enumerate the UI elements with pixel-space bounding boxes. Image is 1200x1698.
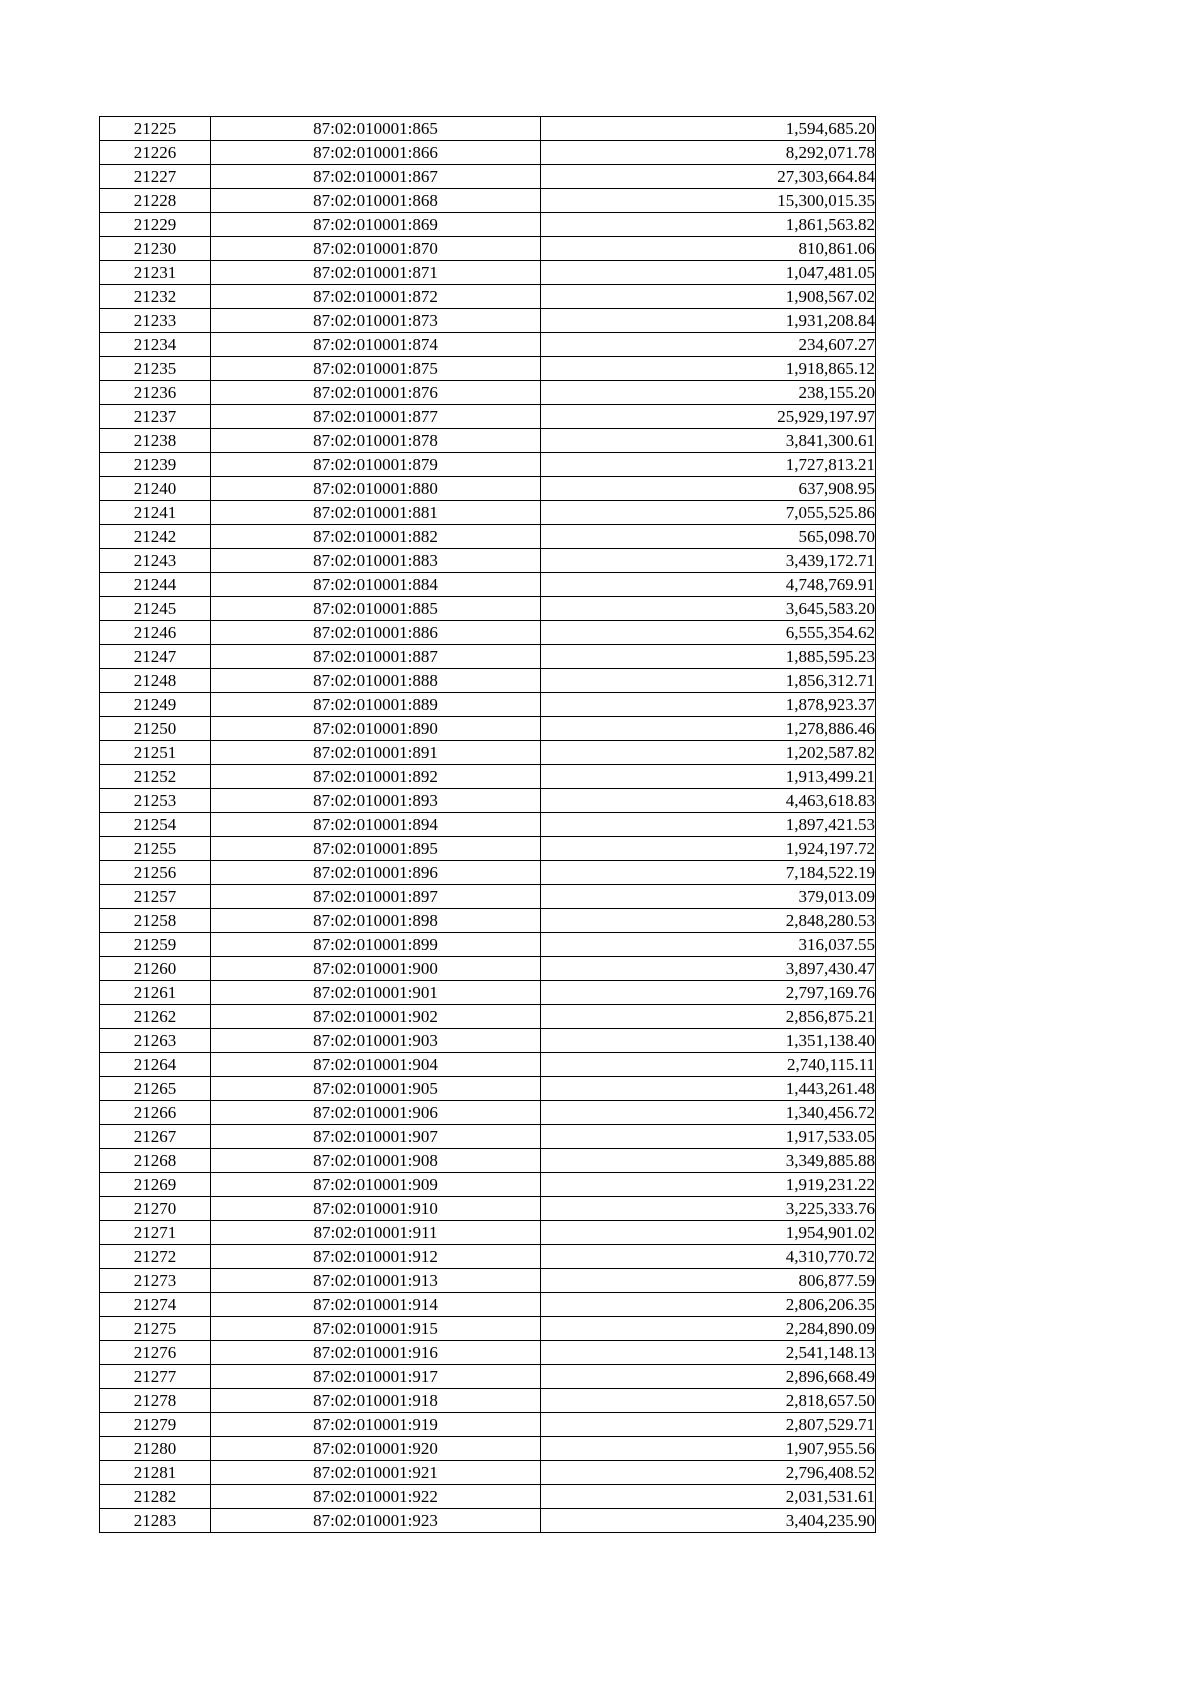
table-row [100,1389,876,1413]
row-number-cell: 21241 [100,501,211,525]
value-cell: 8,292,071.78 [541,141,876,165]
value-cell: 2,896,668.49 [541,1365,876,1389]
cadastral-number-cell: 87:02:010001:885 [211,597,541,621]
value-cell: 2,740,115.11 [541,1053,876,1077]
cadastral-number-cell: 87:02:010001:921 [211,1461,541,1485]
row-number-cell: 21238 [100,429,211,453]
cadastral-number-cell: 87:02:010001:893 [211,789,541,813]
table-row [100,1485,876,1509]
value-cell: 2,541,148.13 [541,1341,876,1365]
row-number-cell: 21276 [100,1341,211,1365]
value-cell: 1,885,595.23 [541,645,876,669]
cadastral-number-cell: 87:02:010001:879 [211,453,541,477]
table-row [100,1461,876,1485]
table-row [100,1149,876,1173]
table-row [100,741,876,765]
row-number-cell: 21278 [100,1389,211,1413]
cadastral-number-cell: 87:02:010001:880 [211,477,541,501]
table-row [100,1197,876,1221]
row-number-cell: 21270 [100,1197,211,1221]
cadastral-number-cell: 87:02:010001:907 [211,1125,541,1149]
row-number-cell: 21228 [100,189,211,213]
table-row [100,453,876,477]
row-number-cell: 21257 [100,885,211,909]
cadastral-number-cell: 87:02:010001:898 [211,909,541,933]
row-number-cell: 21271 [100,1221,211,1245]
value-cell: 2,797,169.76 [541,981,876,1005]
cadastral-number-cell: 87:02:010001:915 [211,1317,541,1341]
cadastral-number-cell: 87:02:010001:920 [211,1437,541,1461]
table-row [100,525,876,549]
row-number-cell: 21227 [100,165,211,189]
table-row [100,261,876,285]
row-number-cell: 21267 [100,1125,211,1149]
cadastral-number-cell: 87:02:010001:865 [211,117,541,141]
value-cell: 1,907,955.56 [541,1437,876,1461]
table-row [100,1221,876,1245]
table-row [100,237,876,261]
table-row [100,165,876,189]
row-number-cell: 21250 [100,717,211,741]
cadastral-number-cell: 87:02:010001:904 [211,1053,541,1077]
row-number-cell: 21256 [100,861,211,885]
cadastral-number-cell: 87:02:010001:877 [211,405,541,429]
value-cell: 2,818,657.50 [541,1389,876,1413]
value-cell: 4,748,769.91 [541,573,876,597]
table-row [100,1269,876,1293]
table-row [100,501,876,525]
value-cell: 316,037.55 [541,933,876,957]
row-number-cell: 21249 [100,693,211,717]
value-cell: 1,931,208.84 [541,309,876,333]
row-number-cell: 21252 [100,765,211,789]
row-number-cell: 21243 [100,549,211,573]
value-cell: 15,300,015.35 [541,189,876,213]
cadastral-number-cell: 87:02:010001:905 [211,1077,541,1101]
table-row [100,285,876,309]
cadastral-number-cell: 87:02:010001:923 [211,1509,541,1533]
table-row [100,933,876,957]
row-number-cell: 21259 [100,933,211,957]
value-cell: 1,917,533.05 [541,1125,876,1149]
cadastral-number-cell: 87:02:010001:901 [211,981,541,1005]
row-number-cell: 21237 [100,405,211,429]
cadastral-number-cell: 87:02:010001:906 [211,1101,541,1125]
table-row [100,1413,876,1437]
value-cell: 27,303,664.84 [541,165,876,189]
value-cell: 4,310,770.72 [541,1245,876,1269]
table-row [100,1005,876,1029]
cadastral-number-cell: 87:02:010001:878 [211,429,541,453]
table-row [100,1101,876,1125]
table-row [100,981,876,1005]
value-cell: 2,848,280.53 [541,909,876,933]
cadastral-number-cell: 87:02:010001:868 [211,189,541,213]
table-row [100,1341,876,1365]
value-cell: 1,278,886.46 [541,717,876,741]
table-row [100,1509,876,1533]
cadastral-number-cell: 87:02:010001:903 [211,1029,541,1053]
table-row [100,381,876,405]
row-number-cell: 21244 [100,573,211,597]
row-number-cell: 21283 [100,1509,211,1533]
row-number-cell: 21236 [100,381,211,405]
value-cell: 637,908.95 [541,477,876,501]
table-row [100,405,876,429]
row-number-cell: 21277 [100,1365,211,1389]
table-row [100,573,876,597]
cadastral-number-cell: 87:02:010001:913 [211,1269,541,1293]
cadastral-number-cell: 87:02:010001:892 [211,765,541,789]
cadastral-number-cell: 87:02:010001:902 [211,1005,541,1029]
cadastral-number-cell: 87:02:010001:871 [211,261,541,285]
value-cell: 2,031,531.61 [541,1485,876,1509]
table-row [100,1437,876,1461]
row-number-cell: 21274 [100,1293,211,1317]
value-cell: 3,439,172.71 [541,549,876,573]
value-cell: 806,877.59 [541,1269,876,1293]
row-number-cell: 21279 [100,1413,211,1437]
cadastral-number-cell: 87:02:010001:919 [211,1413,541,1437]
row-number-cell: 21265 [100,1077,211,1101]
cadastral-number-cell: 87:02:010001:887 [211,645,541,669]
row-number-cell: 21253 [100,789,211,813]
value-cell: 379,013.09 [541,885,876,909]
row-number-cell: 21282 [100,1485,211,1509]
table-body [100,117,876,1533]
table-row [100,477,876,501]
cadastral-number-cell: 87:02:010001:870 [211,237,541,261]
value-cell: 565,098.70 [541,525,876,549]
value-cell: 3,645,583.20 [541,597,876,621]
value-cell: 1,924,197.72 [541,837,876,861]
value-cell: 3,404,235.90 [541,1509,876,1533]
value-cell: 1,727,813.21 [541,453,876,477]
value-cell: 1,908,567.02 [541,285,876,309]
cadastral-number-cell: 87:02:010001:917 [211,1365,541,1389]
row-number-cell: 21261 [100,981,211,1005]
row-number-cell: 21280 [100,1437,211,1461]
value-cell: 1,954,901.02 [541,1221,876,1245]
row-number-cell: 21232 [100,285,211,309]
row-number-cell: 21247 [100,645,211,669]
cadastral-number-cell: 87:02:010001:866 [211,141,541,165]
table-row [100,1053,876,1077]
row-number-cell: 21260 [100,957,211,981]
value-cell: 1,047,481.05 [541,261,876,285]
row-number-cell: 21233 [100,309,211,333]
table-row [100,429,876,453]
table-row [100,213,876,237]
row-number-cell: 21230 [100,237,211,261]
cadastral-number-cell: 87:02:010001:918 [211,1389,541,1413]
table-row [100,549,876,573]
value-cell: 7,184,522.19 [541,861,876,885]
row-number-cell: 21234 [100,333,211,357]
value-cell: 1,913,499.21 [541,765,876,789]
cadastral-number-cell: 87:02:010001:872 [211,285,541,309]
cadastral-number-cell: 87:02:010001:899 [211,933,541,957]
cadastral-number-cell: 87:02:010001:888 [211,669,541,693]
table-row [100,861,876,885]
cadastral-number-cell: 87:02:010001:884 [211,573,541,597]
value-cell: 1,594,685.20 [541,117,876,141]
table-row [100,1125,876,1149]
value-cell: 2,796,408.52 [541,1461,876,1485]
table-row [100,885,876,909]
row-number-cell: 21231 [100,261,211,285]
cadastral-number-cell: 87:02:010001:916 [211,1341,541,1365]
value-cell: 1,340,456.72 [541,1101,876,1125]
cadastral-number-cell: 87:02:010001:869 [211,213,541,237]
table-row [100,333,876,357]
cadastral-number-cell: 87:02:010001:911 [211,1221,541,1245]
row-number-cell: 21225 [100,117,211,141]
row-number-cell: 21226 [100,141,211,165]
value-cell: 1,878,923.37 [541,693,876,717]
value-cell: 3,841,300.61 [541,429,876,453]
row-number-cell: 21272 [100,1245,211,1269]
cadastral-number-cell: 87:02:010001:874 [211,333,541,357]
data-table [99,116,876,1533]
row-number-cell: 21248 [100,669,211,693]
cadastral-number-cell: 87:02:010001:900 [211,957,541,981]
row-number-cell: 21235 [100,357,211,381]
value-cell: 1,443,261.48 [541,1077,876,1101]
cadastral-number-cell: 87:02:010001:914 [211,1293,541,1317]
table-row [100,1317,876,1341]
value-cell: 3,225,333.76 [541,1197,876,1221]
table-row [100,669,876,693]
value-cell: 1,856,312.71 [541,669,876,693]
table-row [100,117,876,141]
table-row [100,765,876,789]
row-number-cell: 21273 [100,1269,211,1293]
value-cell: 2,284,890.09 [541,1317,876,1341]
cadastral-number-cell: 87:02:010001:875 [211,357,541,381]
table-row [100,645,876,669]
table-row [100,1245,876,1269]
value-cell: 1,918,865.12 [541,357,876,381]
document-page [99,116,876,1533]
row-number-cell: 21229 [100,213,211,237]
value-cell: 25,929,197.97 [541,405,876,429]
table-row [100,1173,876,1197]
table-row [100,957,876,981]
row-number-cell: 21275 [100,1317,211,1341]
cadastral-number-cell: 87:02:010001:881 [211,501,541,525]
cadastral-number-cell: 87:02:010001:896 [211,861,541,885]
row-number-cell: 21251 [100,741,211,765]
table-row [100,813,876,837]
cadastral-number-cell: 87:02:010001:890 [211,717,541,741]
value-cell: 7,055,525.86 [541,501,876,525]
cadastral-number-cell: 87:02:010001:912 [211,1245,541,1269]
row-number-cell: 21240 [100,477,211,501]
value-cell: 1,351,138.40 [541,1029,876,1053]
row-number-cell: 21254 [100,813,211,837]
table-row [100,597,876,621]
row-number-cell: 21268 [100,1149,211,1173]
table-row [100,621,876,645]
table-row [100,717,876,741]
table-row [100,789,876,813]
value-cell: 3,897,430.47 [541,957,876,981]
value-cell: 234,607.27 [541,333,876,357]
value-cell: 2,807,529.71 [541,1413,876,1437]
table-row [100,357,876,381]
cadastral-number-cell: 87:02:010001:897 [211,885,541,909]
table-row [100,141,876,165]
table-row [100,189,876,213]
value-cell: 1,861,563.82 [541,213,876,237]
value-cell: 1,897,421.53 [541,813,876,837]
table-row [100,309,876,333]
table-row [100,1365,876,1389]
value-cell: 3,349,885.88 [541,1149,876,1173]
cadastral-number-cell: 87:02:010001:891 [211,741,541,765]
row-number-cell: 21245 [100,597,211,621]
cadastral-number-cell: 87:02:010001:922 [211,1485,541,1509]
table-row [100,1029,876,1053]
table-row [100,909,876,933]
row-number-cell: 21266 [100,1101,211,1125]
value-cell: 4,463,618.83 [541,789,876,813]
table-row [100,1293,876,1317]
value-cell: 1,202,587.82 [541,741,876,765]
value-cell: 1,919,231.22 [541,1173,876,1197]
cadastral-number-cell: 87:02:010001:873 [211,309,541,333]
value-cell: 238,155.20 [541,381,876,405]
cadastral-number-cell: 87:02:010001:889 [211,693,541,717]
cadastral-number-cell: 87:02:010001:909 [211,1173,541,1197]
cadastral-number-cell: 87:02:010001:908 [211,1149,541,1173]
cadastral-number-cell: 87:02:010001:910 [211,1197,541,1221]
row-number-cell: 21246 [100,621,211,645]
cadastral-number-cell: 87:02:010001:883 [211,549,541,573]
value-cell: 6,555,354.62 [541,621,876,645]
row-number-cell: 21262 [100,1005,211,1029]
row-number-cell: 21242 [100,525,211,549]
row-number-cell: 21263 [100,1029,211,1053]
cadastral-number-cell: 87:02:010001:882 [211,525,541,549]
table-row [100,837,876,861]
cadastral-number-cell: 87:02:010001:876 [211,381,541,405]
cadastral-number-cell: 87:02:010001:894 [211,813,541,837]
row-number-cell: 21281 [100,1461,211,1485]
value-cell: 810,861.06 [541,237,876,261]
table-row [100,1077,876,1101]
value-cell: 2,806,206.35 [541,1293,876,1317]
row-number-cell: 21264 [100,1053,211,1077]
cadastral-number-cell: 87:02:010001:886 [211,621,541,645]
value-cell: 2,856,875.21 [541,1005,876,1029]
row-number-cell: 21239 [100,453,211,477]
cadastral-number-cell: 87:02:010001:867 [211,165,541,189]
cadastral-number-cell: 87:02:010001:895 [211,837,541,861]
table-row [100,693,876,717]
row-number-cell: 21258 [100,909,211,933]
row-number-cell: 21255 [100,837,211,861]
row-number-cell: 21269 [100,1173,211,1197]
